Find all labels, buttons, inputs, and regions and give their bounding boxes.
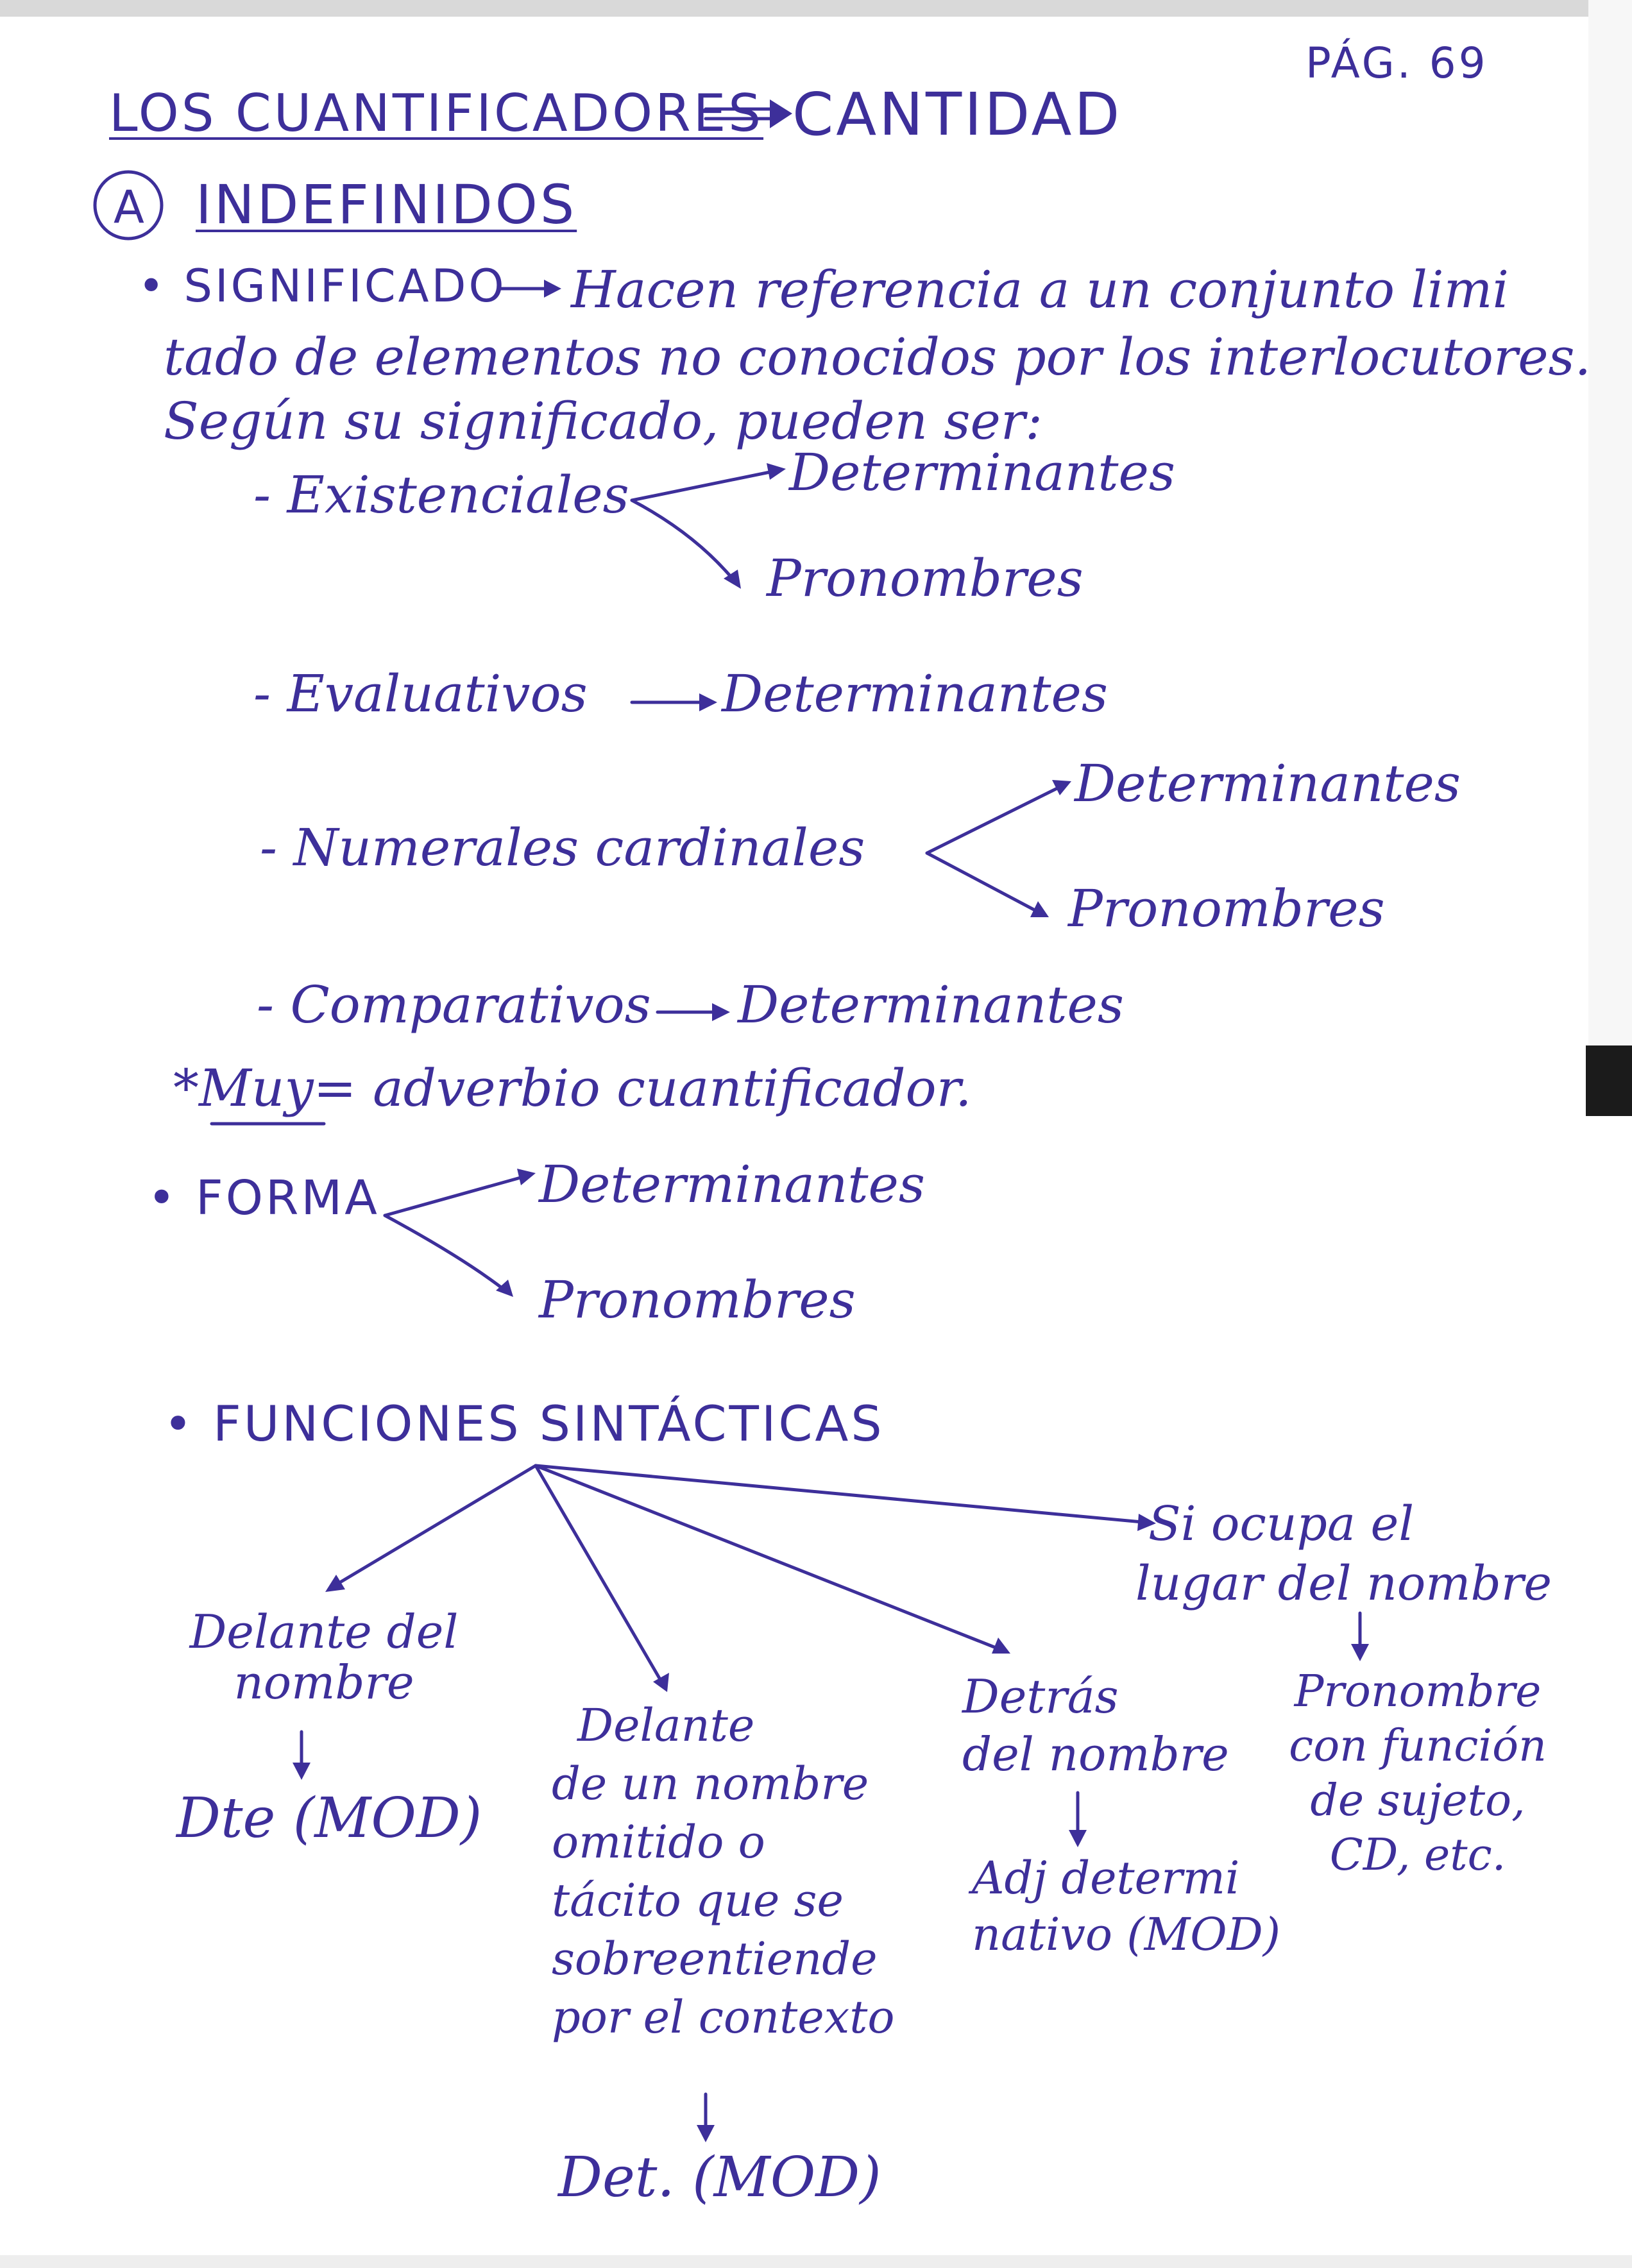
branch-4-result-line: con función	[1289, 1721, 1547, 1772]
branch-3-result	[972, 1850, 1280, 1963]
branch-4-result	[1257, 1664, 1578, 1883]
note-star: *	[173, 1058, 199, 1118]
branch-4-result-line: de sujeto,	[1310, 1775, 1526, 1826]
branch-3-line: Detrás	[962, 1670, 1119, 1723]
branch-2-line: por el contexto	[552, 1991, 895, 2044]
title-result: CANTIDAD	[792, 80, 1123, 149]
branch-delante-del-nombre	[173, 1607, 475, 1708]
branch-detras-del-nombre	[962, 1668, 1229, 1783]
evaluativos-determinantes: Determinantes	[722, 664, 1108, 724]
branch-1-result: Dte (MOD)	[176, 1786, 482, 1850]
branch-1-line: Delante del	[189, 1605, 459, 1659]
section-letter: A	[114, 181, 147, 233]
definition-line-1: Hacen referencia a un conjunto limi	[571, 260, 1509, 319]
type-evaluativos: - Evaluativos	[253, 664, 588, 724]
existenciales-pronombres: Pronombres	[767, 548, 1084, 608]
branch-3-line: del nombre	[962, 1727, 1229, 1781]
note-word: Muy	[199, 1058, 314, 1118]
significado-label: • SIGNIFICADO	[138, 260, 507, 312]
branch-2-line: de un nombre	[552, 1757, 869, 1810]
branch-4-result-line: Pronombre	[1294, 1666, 1542, 1717]
branch-si-ocupa-lugar	[1135, 1494, 1552, 1613]
funciones-label: • FUNCIONES SINTÁCTICAS	[164, 1395, 885, 1452]
definition-line-3: Según su significado, pueden ser:	[164, 391, 1043, 451]
muy-note	[173, 1058, 972, 1118]
branch-2-line: omitido o	[552, 1816, 765, 1868]
page-number: PÁG. 69	[1305, 38, 1488, 88]
funciones-label-text: FUNCIONES SINTÁCTICAS	[213, 1395, 885, 1452]
branch-4-line: lugar del nombre	[1135, 1555, 1552, 1611]
forma-label-text: FORMA	[196, 1171, 380, 1226]
type-comparativos: - Comparativos	[257, 975, 651, 1035]
page-title: LOS CUANTIFICADORES	[109, 83, 764, 143]
forma-determinantes: Determinantes	[539, 1155, 925, 1214]
branch-3-result-line: nativo (MOD)	[972, 1908, 1281, 1961]
branch-4-line: Si ocupa el	[1148, 1496, 1415, 1552]
definition-line-2: tado de elementos no conocidos por los interlocutores.	[164, 327, 1592, 387]
section-heading: INDEFINIDOS	[196, 173, 577, 236]
branch-3-result-line: Adj determi	[972, 1852, 1240, 1904]
branch-2-line: Delante	[577, 1699, 755, 1752]
type-existenciales: - Existenciales	[253, 465, 629, 525]
existenciales-determinantes: Determinantes	[789, 443, 1175, 502]
numerales-pronombres: Pronombres	[1068, 879, 1385, 938]
branch-4-result-line: CD, etc.	[1329, 1830, 1506, 1881]
branch-1-line: nombre	[234, 1655, 414, 1710]
significado-label-text: SIGNIFICADO	[183, 260, 507, 312]
comparativos-determinantes: Determinantes	[738, 975, 1124, 1035]
forma-label: • FORMA	[148, 1171, 380, 1226]
branch-2-result: Det. (MOD)	[558, 2145, 881, 2210]
branch-2-line: tácito que se	[552, 1874, 844, 1927]
numerales-determinantes: Determinantes	[1075, 754, 1461, 813]
branch-2-line: sobreentiende	[552, 1933, 878, 1985]
note-text: = adverbio cuantificador.	[313, 1058, 972, 1118]
type-numerales: - Numerales cardinales	[260, 818, 865, 877]
forma-pronombres: Pronombres	[539, 1270, 856, 1330]
branch-delante-nombre-omitido	[552, 1697, 894, 2047]
